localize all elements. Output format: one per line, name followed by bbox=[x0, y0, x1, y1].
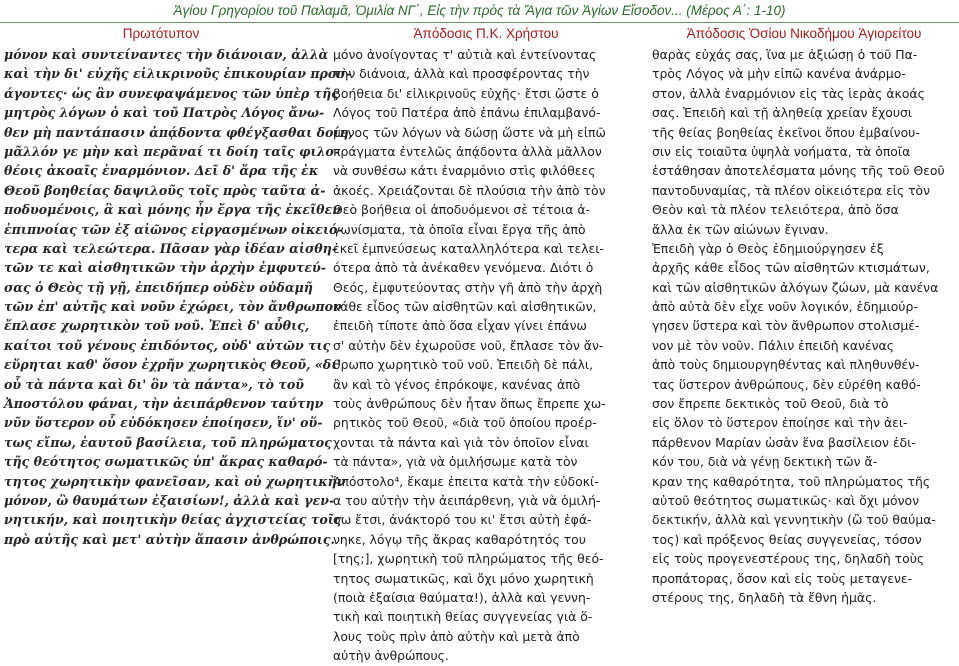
text-line: καὶ τὴν δι' εὐχῆς εἰλικρινοῦς ἐπικουρίαν προσ- bbox=[4, 66, 351, 82]
text-line: νηκε, λόγῳ τῆς ἄκρας καθαρότητός του bbox=[333, 531, 586, 547]
text-line: Θεός, ἐμφυτεύοντας στὴν γῆ ἀπὸ τὴν ἀρχὴ bbox=[333, 279, 603, 295]
column-text-christou bbox=[333, 45, 639, 666]
text-line: σω ἔτσι, ἀνάκτορό του κι' ἔτσι αὐτὴ ἐφά- bbox=[333, 512, 592, 528]
header-divider bbox=[0, 22, 959, 23]
text-line: θαρὰς εὐχάς σας, ἵνα με ἀξιώσῃ ὁ τοῦ Πα- bbox=[652, 47, 918, 62]
text-line: νὰ συνθέσω κάτι ἐναρμόνιο στὶς φιλόθεες bbox=[333, 163, 596, 179]
text-line: τοὺς ἀνθρώπους δὲν ἦταν ὅπως ἔπρεπε χω- bbox=[333, 396, 606, 412]
text-line: τητος σωματικῶς, καὶ ὄχι μόνο χωρητικὴ bbox=[333, 570, 594, 586]
text-line: [της;], χωρητικὴ τοῦ πληρώματος τῆς θεό- bbox=[333, 551, 604, 567]
text-line: στέρους της, δηλαδὴ τὰ ἔθνη ἡμᾶς. bbox=[652, 589, 877, 605]
text-line: Ἀπόστολο⁴, ἔκαμε ἐπειτα κατὰ τὴν εὐδοκί- bbox=[333, 473, 599, 489]
text-line: σας. Ἐπειδὴ καὶ τῇ ἀληθείᾳ χρείαν ἔχουσι bbox=[652, 105, 913, 121]
column-title-nikodemos: Ἀπόδοσις Ὁσίου Νικοδήμου Ἁγιορείτου bbox=[686, 26, 922, 41]
text-line: τερα καὶ τελεώτερα. Πᾶσαν γὰρ ἰδέαν αἰσθη- bbox=[4, 240, 338, 256]
text-line: οὗ τὰ πάντα καὶ δι' ὃν τὰ πάντα», τὸ τοῦ bbox=[4, 376, 305, 392]
text-line: ἂν καὶ τὸ γένος ἐπρόκοψε, κανένας ἀπὸ bbox=[333, 376, 581, 392]
text-line: σ' αὐτὴν δὲν ἐχωροῦσε νοῦ, ἔπλασε τὸν ἄν- bbox=[333, 337, 604, 353]
text-line: χονται τὰ πάντα καὶ γιὰ τὸν ὁποῖον εἶναι bbox=[333, 434, 589, 450]
text-line: λους τοὺς πρὶν ἀπὸ αὐτὴν καὶ μετὰ ἀπὸ bbox=[333, 628, 580, 644]
column-title-original: Πρωτότυπον bbox=[122, 26, 200, 41]
text-line: δεκτικήν, ἀλλὰ καὶ γεννητικὴν (ὢ τοῦ θαύμα- bbox=[652, 512, 936, 528]
text-line: ἄλλα ἐκ τῶν αἰώνων ἔγιναν. bbox=[652, 221, 829, 237]
text-line: ἀκοές. Χρειάζονται δὲ πλούσια τὴν ἀπὸ τὸν bbox=[333, 182, 606, 198]
text-line: ἐστάθησαν ἀποτελέσματα μόνης τῆς τοῦ Θεοῦ bbox=[652, 163, 945, 179]
text-line: σας ὁ Θεὸς τῇ γῇ, ἐπειδήπερ οὐδὲν οὐδαμῆ bbox=[4, 279, 313, 295]
text-line: καίτοι τοῦ γένους ἐπιδόντος, οὐδ' αὐτῶν τις bbox=[4, 337, 331, 353]
text-line: (ποιὰ ἐξαίσια θαύματα!), ἀλλὰ καὶ γεννη- bbox=[333, 589, 591, 605]
text-line: νητικήν, καὶ ποιητικὴν θείας ἀγχιστείας τοῖς bbox=[4, 512, 342, 528]
text-line: κραν της καθαρότητα, τοῦ πληρώματος τῆς bbox=[652, 473, 931, 489]
text-line: νῦν ὕστερον οὗ εὐδόκησεν ἐποίησεν, ἵν' οὕ- bbox=[4, 415, 323, 431]
text-line: ρητικὸς τοῦ Θεοῦ, «διὰ τοῦ ὁποίου προέρ- bbox=[333, 415, 597, 431]
text-line: τῶν ἐπ' αὐτῆς καὶ νοῦν ἐχώρει, τὸν ἄνθρωπον bbox=[4, 299, 342, 315]
text-line: τικὴ καὶ ποιητικὴ θείας συγγενείας γιὰ ὅ- bbox=[333, 609, 593, 625]
text-line: θεν μὴ παντάπασιν ἀπᾴδοντα φθέγξασθαι δοίη, bbox=[4, 124, 354, 140]
column-text-nikodemos bbox=[652, 45, 956, 607]
text-line: ότερα ἀπὸ τὰ ἀνέκαθεν γενόμενα. Διότι ὁ bbox=[333, 260, 594, 276]
text-line: μᾶλλόν γε μὴν καὶ περᾶναί τι δοίη ταῖς φιλο- bbox=[4, 143, 340, 159]
text-line: Ἀποστόλου φάναι, τὴν ἀειπάρθενον ταύτην bbox=[4, 396, 324, 412]
text-line: α του αὐτὴν τὴν ἀειπάρθενη, γιὰ νὰ ὁμιλή- bbox=[333, 492, 601, 508]
text-line: στον, ἀλλὰ ἐναρμόνιον εἰς τὰς ἱερὰς ἀκοάς bbox=[652, 85, 925, 101]
text-line: τὴν διάνοια, ἀλλὰ καὶ προσφέροντας τὴν bbox=[333, 66, 590, 82]
text-line: τῶν τε καὶ αἰσθητικῶν τὴν ἀρχὴν ἐμφυτεύ- bbox=[4, 260, 326, 276]
page-header: Ἁγίου Γρηγορίου τοῦ Παλαμᾶ, Ὁμιλία ΝΓ΄, Εἰς τὴν πρὸς τὰ Ἅγια τῶν Ἁγίων Εἴσοδον... (Μέρος Α΄: 1-10) bbox=[173, 3, 786, 18]
text-line: κόν του, διὰ νὰ γένῃ δεκτικὴ τῶν ἄ- bbox=[652, 454, 878, 470]
column-text-original bbox=[4, 45, 354, 549]
text-line: νον μὲ τὸν νοῦν. Πάλιν ἐπειδὴ κανένας bbox=[652, 337, 894, 353]
text-line: γησεν ὕστερα καὶ τὸν ἄνθρωπον στολισμέ- bbox=[652, 318, 920, 334]
text-line: άγοντες· ὡς ἂν συνεφαψάμενος τῶν ὑπὲρ τῆς bbox=[4, 85, 339, 101]
text-line: μητρὸς λόγων ὁ καὶ τοῦ Πατρὸς Λόγος ἄνω- bbox=[4, 105, 325, 121]
text-line: μενος τῶν λόγων νὰ δώσῃ ὥστε νὰ μὴ εἰπῶ bbox=[333, 124, 606, 140]
text-line: προπάτορας, ὅσον καὶ εἰς τοὺς μεταγενε- bbox=[652, 570, 913, 586]
text-line: Θεὸν καὶ τὰ πλέον τελειότερα, ἀπὸ ὅσα bbox=[652, 202, 899, 218]
text-line: κάθε εἶδος τῶν αἰσθητῶν καὶ αἰσθητικῶν, bbox=[333, 299, 597, 315]
text-line: Λόγος τοῦ Πατέρα ἀπὸ ἐπάνω ἐπιλαμβανό- bbox=[333, 105, 601, 121]
text-line: εἰς τοὺς προγενεστέρους της, δηλαδὴ τοὺς bbox=[652, 551, 925, 567]
text-line: ἀρχῆς κάθε εἶδος τῶν αἰσθητῶν κτισμάτων, bbox=[652, 260, 930, 276]
column-title-christou: Ἀπόδοσις Π.Κ. Χρήστου bbox=[413, 26, 559, 41]
text-line: Θεὸ βοήθεια οἱ ἀποδυόμενοι σὲ τέτοια ἀ- bbox=[333, 202, 590, 218]
text-line: τος) καὶ πρόξενος θείας συγγενείας, τόσον bbox=[652, 531, 922, 547]
text-line: πρὸ αὐτῆς καὶ μετ' αὐτὴν ἅπασιν ἀνθρώποις. bbox=[4, 531, 335, 547]
text-line: γωνίσματα, τὰ ὁποῖα εἶναι ἔργα τῆς ἀπὸ bbox=[333, 221, 586, 237]
text-line: σον ἔπρεπε δεκτικὸς τοῦ Θεοῦ, διὰ τὸ bbox=[652, 396, 889, 412]
text-line: τως εἴπω, ἑαυτοῦ βασίλεια, τοῦ πληρώματος bbox=[4, 434, 332, 450]
text-line: Θεοῦ βοηθείας δαψιλοῦς τοῖς πρὸς ταῦτα ἀ- bbox=[4, 182, 326, 198]
text-line: ποδυομένοις, ἃ καὶ μόνης ἦν ἔργα τῆς ἐκεῖθεν bbox=[4, 202, 341, 218]
text-line: ἐπιπνοίας τῶν ἐξ αἰῶνος εἰργασμένων οἰκειό- bbox=[4, 221, 343, 237]
text-line: ἀπὸ τοὺς δημιουργηθέντας καὶ πληθυνθέν- bbox=[652, 357, 920, 373]
text-line: ἐκεῖ ἐμπνεύσεως καταλληλότερα καὶ τελει- bbox=[333, 240, 604, 256]
text-line: θρωπο χωρητικὸ τοῦ νοῦ. Ἐπειδὴ δὲ πάλι, bbox=[333, 357, 594, 373]
text-line: μόνον καὶ συντείναντες τὴν διάνοιαν, ἀλλὰ bbox=[4, 47, 329, 62]
text-line: ἐπειδὴ τίποτε ἀπὸ ὅσα εἶχαν γίνει ἐπάνω bbox=[333, 318, 587, 334]
text-line: καὶ τῶν αἰσθητικῶν ἀλόγων ζώων, μὰ κανένα bbox=[652, 279, 939, 295]
text-line: πάρθενον Μαρίαν ὡσὰν ἕνα βασίλειον ἐδι- bbox=[652, 434, 916, 450]
text-line: πράγματα ἐντελῶς ἀπᾴδοντα ἀλλὰ μᾶλλον bbox=[333, 143, 602, 159]
text-line: τητος χωρητικὴν φανεῖσαν, καὶ οὐ χωρητικὴν bbox=[4, 473, 346, 489]
text-line: μόνον, ὢ θαυμάτων ἐξαισίων!, ἀλλὰ καὶ γεν- bbox=[4, 492, 335, 508]
text-line: τῆς θείας βοηθείας ἐκεῖνοι ὅπου ἐμβαίνου- bbox=[652, 124, 920, 140]
text-line: τας ὕστερον ἀνθρώπους, δὲν εὑρέθη καθό- bbox=[652, 376, 921, 392]
text-line: σιν εἰς τοιαῦτα ὑψηλὰ νοήματα, τὰ ὁποῖα bbox=[652, 143, 911, 159]
text-line: αὐτοῦ θεότητος σωματικῶς· καὶ ὄχι μόνον bbox=[652, 492, 920, 508]
text-line: Ἐπειδὴ γὰρ ὁ Θεὸς ἐδημιούργησεν ἐξ bbox=[652, 240, 884, 256]
text-line: τῆς θεότητος σωματικῶς ὑπ' ἄκρας καθαρό- bbox=[4, 454, 328, 470]
text-line: τὰ πάντα», γιὰ νὰ ὁμιλήσωμε κατὰ τὸν bbox=[333, 454, 578, 470]
text-line: τρὸς Λόγος νὰ μὴν εἰπῶ κανένα ἀνάρμο- bbox=[652, 66, 906, 82]
text-line: ἔπλασε χωρητικὸν τοῦ νοῦ. Ἐπεὶ δ' αὖθις, bbox=[4, 318, 310, 334]
text-line: θέοις ἀκοαῖς ἐναρμόνιον. Δεῖ δ' ἄρα τῆς ἐκ bbox=[4, 163, 319, 179]
text-line: παντοδυναμίας, τὰ πλέον οἰκειότερα εἰς τὸν bbox=[652, 182, 931, 198]
text-line: εἰς ὅλον τὸ ὕστερον ἐποίησε καὶ τὴν ἀει- bbox=[652, 415, 908, 431]
text-line: εὕρηται καθ' ὅσον ἐχρῆν χωρητικὸς Θεοῦ, «δι' bbox=[4, 357, 342, 373]
text-line: βοήθεια δι' εἰλικρινοῦς εὐχῆς· ἔτσι ὥστε ὁ bbox=[333, 85, 599, 101]
text-line: μόνο ἀνοίγοντας τ' αὐτιὰ καὶ ἐντείνοντας bbox=[333, 47, 597, 62]
text-line: αὐτὴν ἀνθρώπους. bbox=[333, 648, 449, 664]
text-line: ἀπὸ αὐτὰ δὲν εἶχε νοῦν λογικόν, ἐδημιούρ- bbox=[652, 299, 918, 315]
